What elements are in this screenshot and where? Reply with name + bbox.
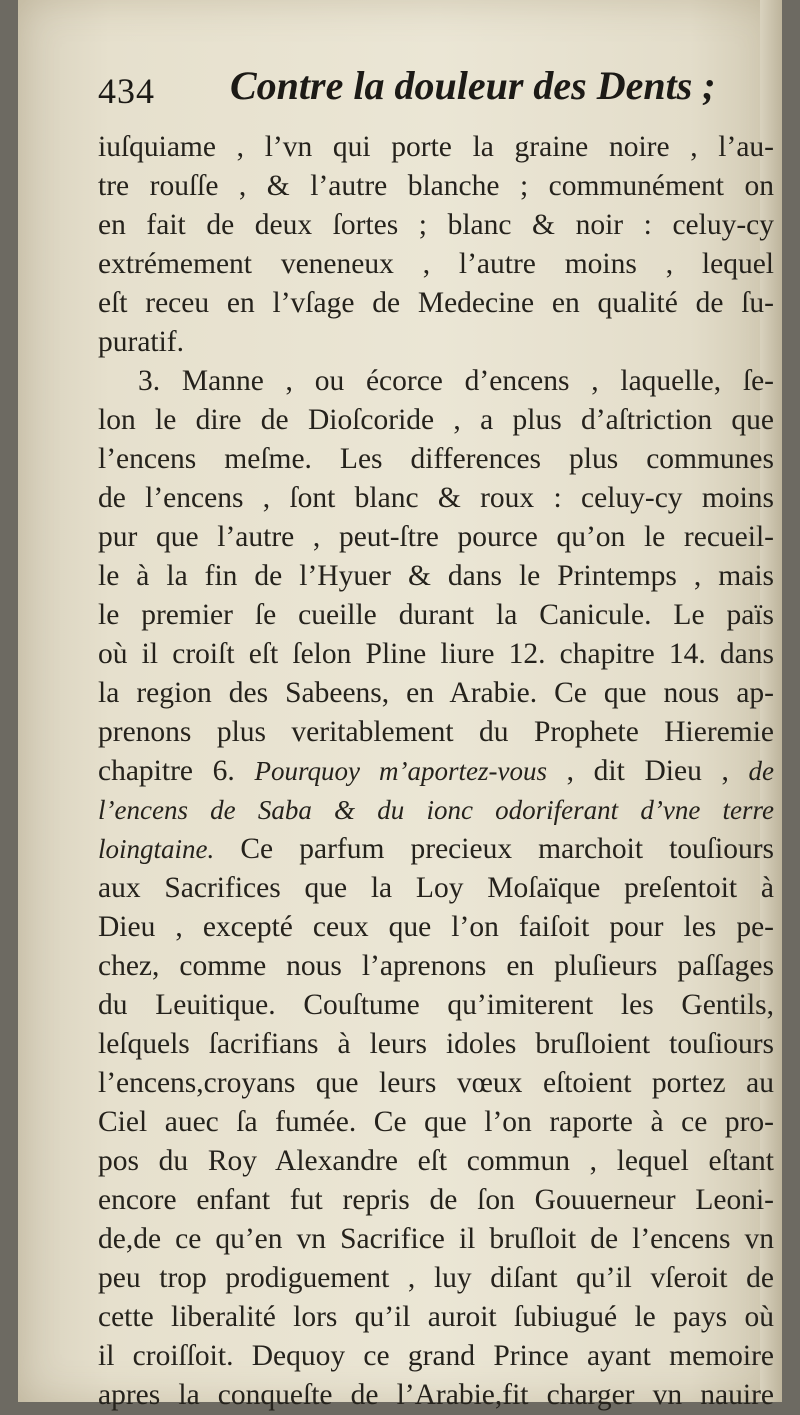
line-text: chapitre 6. xyxy=(98,755,235,787)
text-line xyxy=(98,1181,774,1220)
text-line xyxy=(98,1337,774,1376)
text-line xyxy=(98,1376,774,1415)
text-line xyxy=(98,986,774,1025)
line-text: la region des Sabeens, en Arabie. Ce que nous ap- xyxy=(98,677,774,709)
line-text: l’encens,croyans que leurs vœux eſtoient portez au xyxy=(98,1067,774,1099)
text-line xyxy=(98,713,774,752)
text-line xyxy=(98,1259,774,1298)
line-text: 3. Manne , ou écorce d’encens , laquelle, ſe- xyxy=(138,365,774,397)
italic-text: Pourquoy m’aportez-vous xyxy=(254,756,547,786)
italic-text: de xyxy=(748,756,774,786)
line-text: puratif. xyxy=(98,326,185,358)
text-line xyxy=(98,557,774,596)
text-line xyxy=(98,635,774,674)
text-line xyxy=(98,245,774,284)
line-text: l’encens meſme. Les differences plus communes xyxy=(98,443,774,475)
text-line xyxy=(98,674,774,713)
line-text: le premier ſe cueille durant la Canicule. Le païs xyxy=(98,599,774,631)
line-text: cette liberalité lors qu’il auroit ſubiugué le pays où xyxy=(98,1301,774,1333)
line-text: eſt receu en l’vſage de Medecine en qualité de ſu- xyxy=(98,287,774,319)
line-text: de,de ce qu’en vn Sacrifice il bruſloit de l’encens vn xyxy=(98,1223,774,1255)
text-line xyxy=(98,1103,774,1142)
text-line xyxy=(98,947,774,986)
line-text: leſquels ſacrifians à leurs idoles bruſloient touſiours xyxy=(98,1028,774,1060)
line-text: lon le dire de Dioſcoride , a plus d’aſtriction que xyxy=(98,404,774,436)
book-page xyxy=(18,0,782,1411)
line-text: Dieu , excepté ceux que l’on faiſoit pour les pe- xyxy=(98,911,774,943)
text-line xyxy=(98,206,774,245)
line-text: iuſquiame , l’vn qui porte la graine noire , l’au- xyxy=(98,131,774,163)
page-header xyxy=(98,62,716,118)
text-line xyxy=(98,791,774,830)
text-line xyxy=(98,596,774,635)
line-text: chez, comme nous l’aprenons en pluſieurs paſſages xyxy=(98,950,774,982)
text-line xyxy=(98,1298,774,1337)
italic-text: loingtaine. xyxy=(98,834,215,864)
text-line xyxy=(98,128,774,167)
text-line xyxy=(98,284,774,323)
text-line xyxy=(98,752,774,791)
line-text: prenons plus veritablement du Prophete Hieremie xyxy=(98,716,774,748)
line-text: apres la conqueſte de l’Arabie,fit charger vn nauire xyxy=(98,1379,774,1411)
text-line xyxy=(98,440,774,479)
text-line xyxy=(98,401,774,440)
text-line xyxy=(98,830,774,869)
text-line xyxy=(98,323,774,362)
text-line xyxy=(98,1064,774,1103)
line-text: de l’encens , ſont blanc & roux : celuy-cy moins xyxy=(98,482,774,514)
text-line xyxy=(98,869,774,908)
line-text: du Leuitique. Couſtume qu’imiterent les Gentils, xyxy=(98,989,774,1021)
text-line xyxy=(98,1220,774,1259)
body-text xyxy=(98,128,774,1415)
text-line xyxy=(98,1025,774,1064)
line-text: où il croiſt eſt ſelon Pline liure 12. chapitre 14. dans xyxy=(98,638,774,670)
line-text: encore enfant fut repris de ſon Gouuerneur Leoni- xyxy=(98,1184,774,1216)
line-text: Ce parfum precieux marchoit touſiours xyxy=(240,833,774,865)
italic-text: l’encens de Saba & du ionc odoriferant d’vne terre xyxy=(98,795,774,825)
line-text: il croiſſoit. Dequoy ce grand Prince ayant memoire xyxy=(98,1340,774,1372)
running-title: Contre la douleur des Dents ; xyxy=(230,63,716,108)
text-line xyxy=(98,1142,774,1181)
line-text: peu trop prodiguement , luy diſant qu’il vſeroit de xyxy=(98,1262,774,1294)
text-line xyxy=(98,908,774,947)
page-number: 434 xyxy=(98,71,155,111)
line-text: aux Sacrifices que la Loy Moſaïque preſentoit à xyxy=(98,872,774,904)
line-text: pos du Roy Alexandre eſt commun , lequel eſtant xyxy=(98,1145,774,1177)
text-line xyxy=(98,362,774,401)
text-line xyxy=(98,518,774,557)
line-text: le à la fin de l’Hyuer & dans le Printemps , mais xyxy=(98,560,774,592)
line-text: en fait de deux ſortes ; blanc & noir : celuy-cy xyxy=(98,209,774,241)
line-text: pur que l’autre , peut-ſtre pource qu’on le recueil- xyxy=(98,521,774,553)
line-text: , dit Dieu , xyxy=(566,755,729,787)
line-text: extrémement veneneux , l’autre moins , lequel xyxy=(98,248,774,280)
text-line xyxy=(98,167,774,206)
text-line xyxy=(98,479,774,518)
line-text: tre rouſſe , & l’autre blanche ; communément on xyxy=(98,170,774,202)
line-text: Ciel auec ſa fumée. Ce que l’on raporte à ce pro- xyxy=(98,1106,774,1138)
